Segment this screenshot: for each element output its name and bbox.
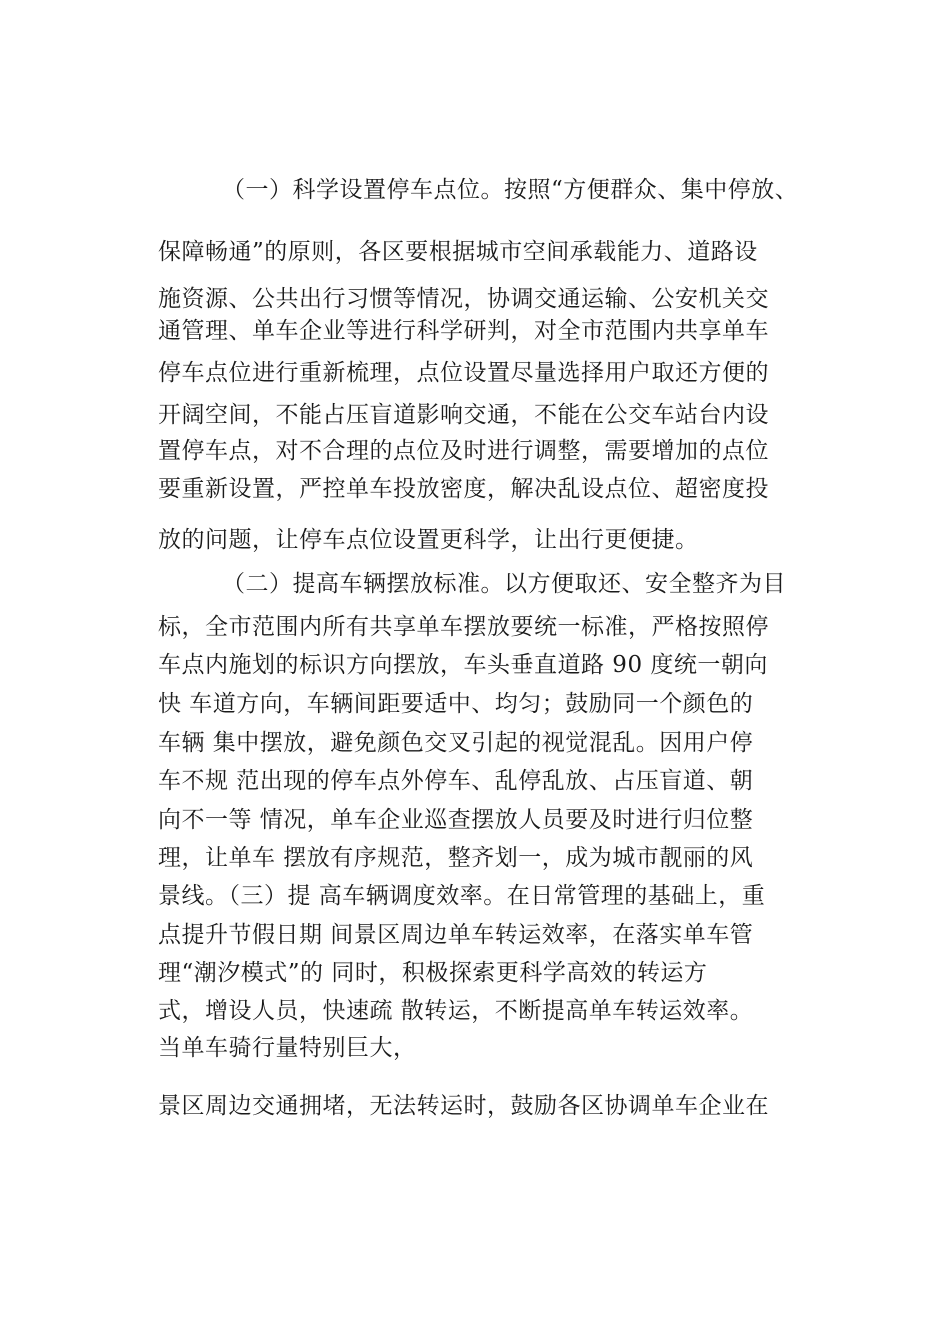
paragraph-2-line-8: 理，让单车 摆放有序规范，整齐划一，成为城市靓丽的风 — [158, 845, 754, 871]
paragraph-2-line-6: 车不规 范出现的停车点外停车、乱停乱放、占压盲道、朝 — [158, 768, 754, 794]
paragraph-2-line-12: 式，增设人员，快速疏 散转运，不断提高单车转运效率。 — [158, 998, 754, 1024]
paragraph-2-line-4: 快 车道方向，车辆间距要适中、均匀；鼓励同一个颜色的 — [158, 691, 754, 717]
paragraph-3-line-1: 景区周边交通拥堵，无法转运时，鼓励各区协调单车企业在 — [158, 1093, 769, 1119]
paragraph-2-line-5: 车辆 集中摆放，避免颜色交叉引起的视觉混乱。因用户停 — [158, 730, 754, 756]
paragraph-2-line-3: 车点内施划的标识方向摆放，车头垂直道路 90 度统一朝向 — [158, 652, 768, 678]
paragraph-1-line-8: 要重新设置，严控单车投放密度，解决乱设点位、超密度投 — [158, 476, 769, 502]
paragraph-1-line-6: 开阔空间，不能占压盲道影响交通，不能在公交车站台内设 — [158, 402, 769, 428]
paragraph-1-line-4: 通管理、单车企业等进行科学研判，对全市范围内共享单车 — [158, 318, 769, 344]
paragraph-1-line-5: 停车点位进行重新梳理，点位设置尽量选择用户取还方便的 — [158, 360, 769, 386]
paragraph-2-line-2: 标，全市范围内所有共享单车摆放要统一标准，严格按照停 — [158, 614, 769, 640]
paragraph-2-line-13: 当单车骑行量特别巨大， — [158, 1035, 417, 1061]
paragraph-1-line-2: 保障畅通”的原则，各区要根据城市空间承载能力、道路设 — [158, 239, 758, 265]
paragraph-1-line-9: 放的问题，让停车点位设置更科学，让出行更便捷。 — [158, 527, 699, 553]
paragraph-1-line-7: 置停车点，对不合理的点位及时进行调整，需要增加的点位 — [158, 438, 769, 464]
paragraph-1-line-1: （一）科学设置停车点位。按照“方便群众、集中停放、 — [222, 177, 799, 203]
paragraph-2-line-7: 向不一等 情况，单车企业巡查摆放人员要及时进行归位整 — [158, 807, 754, 833]
paragraph-2-line-9: 景线。（三）提 高车辆调度效率。在日常管理的基础上，重 — [158, 883, 766, 909]
paragraph-1-line-3: 施资源、公共出行习惯等情况，协调交通运输、公安机关交 — [158, 286, 769, 312]
paragraph-2-line-1: （二）提高车辆摆放标准。以方便取还、安全整齐为目 — [222, 571, 786, 597]
paragraph-2-line-10: 点提升节假日期 间景区周边单车转运效率，在落实单车管 — [158, 922, 754, 948]
paragraph-2-line-11: 理“潮汐模式”的 同时，积极探索更科学高效的转运方 — [158, 960, 708, 986]
